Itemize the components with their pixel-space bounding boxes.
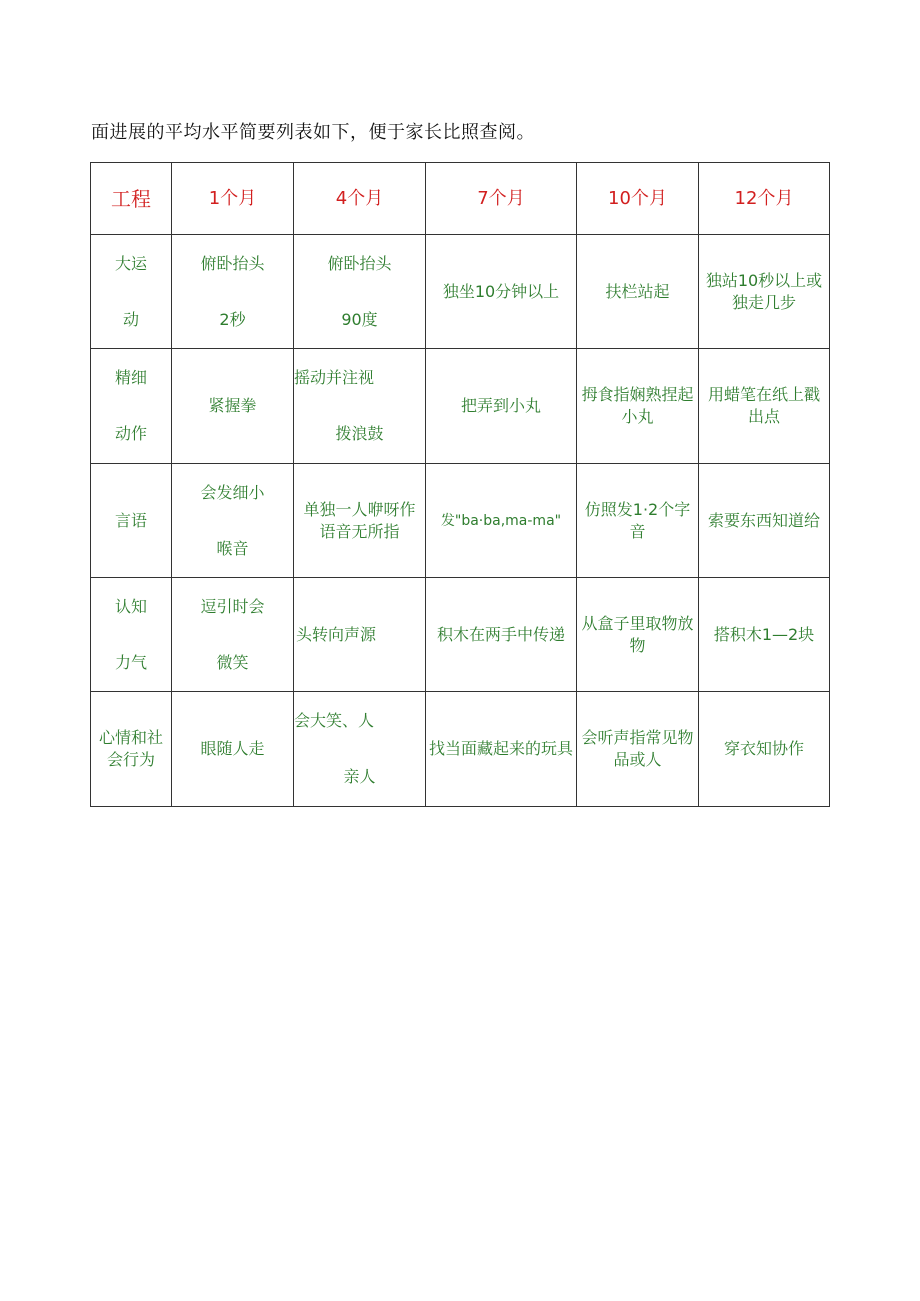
- milestone-text: 用蜡笔在纸上戳出点: [707, 385, 820, 426]
- header-cell-month-12: 12个月: [699, 163, 830, 235]
- milestone-cell: [172, 578, 294, 692]
- milestone-text: 拇食指娴熟捏起小丸: [581, 385, 694, 426]
- milestone-text: 穿衣知协作: [723, 739, 804, 758]
- table-row-fine-motor: [91, 349, 830, 464]
- development-milestone-table: [90, 162, 830, 807]
- header-cell-month-1: 1个月: [172, 163, 294, 235]
- milestone-text: 拨浪鼓: [335, 424, 384, 443]
- category-label-line: 动: [122, 309, 139, 329]
- milestone-cell: [172, 692, 294, 807]
- milestone-text: 扶栏站起: [605, 281, 670, 301]
- category-cell: [91, 464, 172, 578]
- milestone-text: 从盒子里取物放物: [581, 613, 694, 655]
- milestone-text: 微笑: [216, 652, 249, 672]
- milestone-cell: [699, 464, 830, 578]
- milestone-text: 2秒: [219, 309, 246, 329]
- milestone-cell: [294, 578, 426, 692]
- table-row-language: [91, 464, 830, 578]
- milestone-text: 会大笑、人: [294, 711, 375, 730]
- milestone-cell: [577, 349, 699, 464]
- milestone-cell: [426, 349, 577, 464]
- milestone-cell: [699, 692, 830, 807]
- milestone-cell: [426, 235, 577, 349]
- milestone-cell: [577, 464, 699, 578]
- milestone-text: 找当面藏起来的玩具: [428, 739, 573, 758]
- milestone-text: 逗引时会: [200, 596, 265, 616]
- table-row-emotion-social: [91, 692, 830, 807]
- category-label-line: 动作: [114, 424, 147, 443]
- milestone-text: 亲人: [343, 767, 376, 786]
- milestone-cell: [294, 235, 426, 349]
- milestone-text: 会听声指常见物品或人: [581, 728, 694, 769]
- milestone-text: 单独一人咿呀作语音无所指: [303, 499, 416, 541]
- category-cell: [91, 235, 172, 349]
- category-label-line: 心情和社会行为: [98, 728, 163, 769]
- milestone-cell: [699, 235, 830, 349]
- milestone-text: 90度: [341, 309, 378, 329]
- milestone-text: 仿照发1·2个字音: [584, 499, 691, 541]
- milestone-text: 把弄到小丸: [460, 396, 541, 415]
- milestone-text: 发"ba·ba,ma-ma": [440, 512, 562, 529]
- milestone-cell: [699, 578, 830, 692]
- milestone-cell: [699, 349, 830, 464]
- header-cell-month-7: 7个月: [426, 163, 577, 235]
- milestone-cell: [426, 692, 577, 807]
- milestone-text: 索要东西知道给: [707, 510, 820, 530]
- milestone-text: 独站10秒以上或独走几步: [705, 270, 823, 312]
- milestone-cell: [577, 578, 699, 692]
- table-row-gross-motor: [91, 235, 830, 349]
- milestone-text: 喉音: [216, 538, 249, 558]
- table-header-row: [91, 163, 830, 235]
- milestone-text: 积木在两手中传递: [436, 624, 565, 644]
- category-label-line: 大运: [114, 253, 147, 273]
- table-row-cognition: [91, 578, 830, 692]
- milestone-cell: [294, 349, 426, 464]
- category-label-line: 认知: [114, 596, 147, 616]
- header-cell-month-10: 10个月: [577, 163, 699, 235]
- milestone-cell: [577, 692, 699, 807]
- category-label-line: 力气: [114, 652, 147, 672]
- milestone-text: 独坐10分钟以上: [442, 281, 560, 301]
- milestone-cell: [294, 692, 426, 807]
- milestone-text: 头转向声源: [296, 624, 377, 644]
- milestone-text: 会发细小: [200, 482, 265, 502]
- milestone-cell: [426, 464, 577, 578]
- header-cell-item: 工程: [91, 163, 172, 235]
- milestone-text: 搭积木1—2块: [713, 624, 815, 644]
- category-label-line: 精细: [114, 368, 147, 387]
- milestone-text: 紧握拳: [208, 396, 257, 415]
- header-cell-month-4: 4个月: [294, 163, 426, 235]
- category-cell: [91, 692, 172, 807]
- milestone-text: 摇动并注视: [294, 368, 375, 387]
- milestone-text: 眼随人走: [200, 739, 265, 758]
- milestone-text: 俯卧抬头: [200, 253, 265, 273]
- milestone-cell: [426, 578, 577, 692]
- category-cell: [91, 578, 172, 692]
- intro-paragraph: 面进展的平均水平简要列表如下，便于家长比照查阅。: [91, 122, 535, 143]
- milestone-text: 俯卧抬头: [327, 253, 392, 273]
- milestone-cell: [172, 235, 294, 349]
- milestone-cell: [172, 349, 294, 464]
- category-label-line: 言语: [114, 510, 147, 530]
- milestone-cell: [577, 235, 699, 349]
- milestone-cell: [172, 464, 294, 578]
- milestone-cell: [294, 464, 426, 578]
- category-cell: [91, 349, 172, 464]
